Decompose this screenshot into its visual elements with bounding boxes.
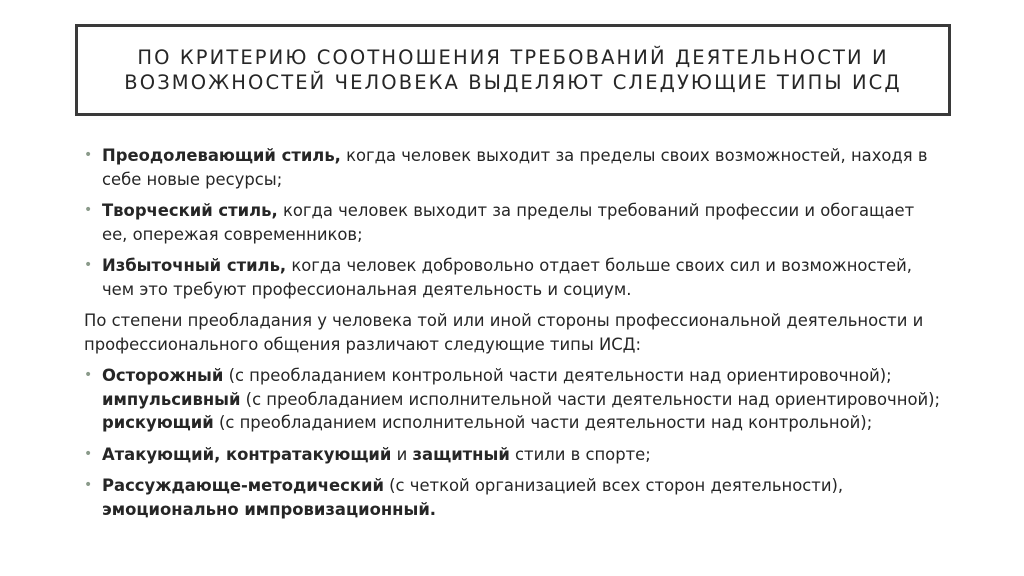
bullet-dot-icon: • [84, 445, 93, 462]
item-bold-label: эмоционально импровизационный. [102, 499, 437, 519]
item-text: когда человек добровольно отдает больше своих сил и возможностей, чем это требуют профессиональная деятельность и социум. [102, 256, 912, 299]
item-bold-label: импульсивный [102, 389, 241, 409]
item-text: стили в спорте; [509, 444, 651, 464]
slide-title-box [75, 24, 951, 116]
item-text: (с преобладанием исполнительной части деятельности над контрольной); [213, 413, 873, 432]
list-item [84, 443, 944, 467]
bullet-dot-icon: • [84, 367, 93, 383]
bullet-dot-icon: • [84, 477, 93, 493]
item-text: (с четкой организацией всех сторон деятельности), [383, 476, 844, 495]
item-text: когда человек выходит за пределы своих возможностей, находя в себе новые ресурсы; [102, 146, 928, 189]
list-item [84, 199, 944, 246]
item-bold-label: Избыточный стиль, [102, 256, 287, 275]
list-item [84, 254, 944, 301]
item-bold-label: Атакующий, контратакующий [102, 444, 392, 464]
paragraph: По степени преобладания у человека той или иной стороны профессиональной деятельности и профессионального общения различают следующие типы ИСД: [84, 311, 924, 354]
item-bold-label: Преодолевающий стиль, [102, 146, 341, 165]
item-bold-label: защитный [412, 444, 510, 464]
bullet-dot-icon: • [84, 202, 93, 218]
item-bold-label: Осторожный [102, 366, 224, 385]
bullet-dot-icon: • [84, 147, 93, 163]
bullet-dot-icon: • [84, 257, 93, 273]
item-bold-label: Рассуждающе-методический [102, 476, 384, 495]
list-item [84, 474, 944, 521]
item-text: когда человек выходит за пределы требований профессии и обогащает ее, опережая современников; [102, 201, 915, 244]
item-bold-label: рискующий [102, 413, 214, 432]
list-item [84, 144, 944, 191]
list-item [84, 364, 944, 435]
slide-title [124, 45, 901, 95]
item-bold-label: Творческий стиль, [102, 201, 278, 220]
item-text: и [391, 444, 413, 464]
slide-content [84, 144, 944, 529]
item-text: (с преобладанием исполнительной части деятельности над ориентировочной); [240, 389, 941, 409]
item-text: (с преобладанием контрольной части деятельности над ориентировочной); [223, 366, 892, 385]
title-line-2: ВОЗМОЖНОСТЕЙ ЧЕЛОВЕКА ВЫДЕЛЯЮТ СЛЕДУЮЩИЕ ТИПЫ ИСД [124, 71, 902, 94]
title-line-1: ПО КРИТЕРИЮ СООТНОШЕНИЯ ТРЕБОВАНИЙ ДЕЯТЕЛЬНОСТИ И [137, 46, 889, 69]
